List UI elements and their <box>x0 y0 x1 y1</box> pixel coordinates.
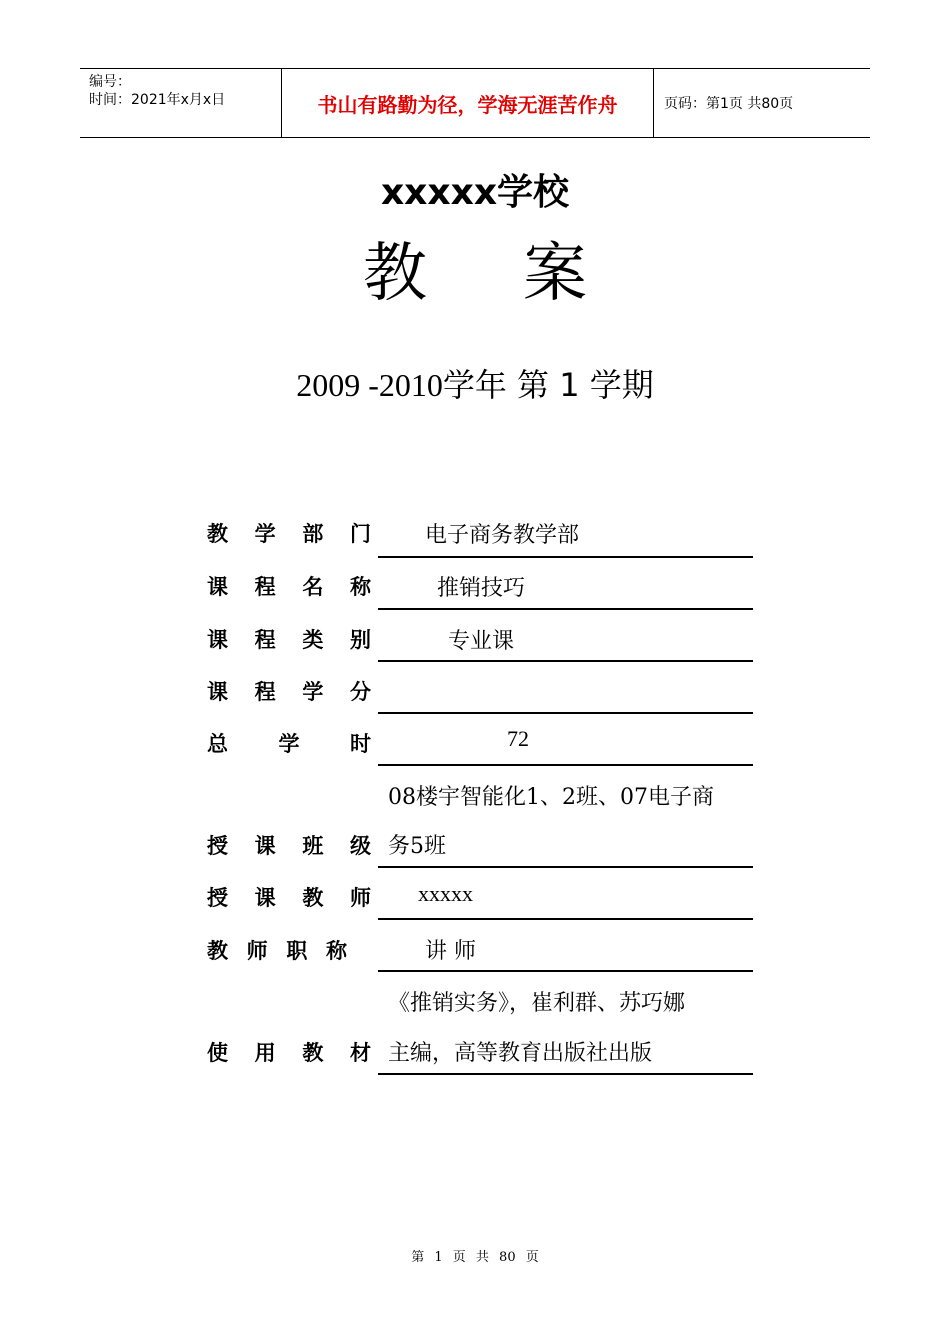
field-label-char: 教 <box>207 938 228 963</box>
field-label-department <box>207 518 371 548</box>
field-value-teacher: xxxxx <box>418 881 473 906</box>
field-label-char: 教 <box>207 521 228 546</box>
field-label-char: 部 <box>302 521 324 546</box>
field-label-char: 教 <box>302 885 324 910</box>
field-label-char: 课 <box>207 679 228 704</box>
field-label-credits <box>207 676 371 706</box>
field-underline <box>378 556 753 558</box>
field-label-char: 分 <box>349 679 371 704</box>
field-label-char: 类 <box>302 627 324 652</box>
school-name: xxxxx学校 <box>380 172 570 213</box>
field-label-teacher-title <box>207 935 347 965</box>
field-label-char: 课 <box>207 627 228 652</box>
field-underline <box>378 712 753 714</box>
field-label-teacher <box>207 882 371 912</box>
field-label-char: 师 <box>349 885 371 910</box>
document-title: 教案 <box>363 237 683 311</box>
field-label-char: 课 <box>254 833 276 858</box>
field-label-course-type <box>207 624 371 654</box>
field-label-char: 门 <box>349 521 371 546</box>
field-label-char: 时 <box>350 731 371 756</box>
header-page-info: 页码：第1页 共80页 <box>664 96 794 112</box>
date-text: 时间：2021年x月x日 <box>89 92 226 108</box>
serial-number-label: 编号： <box>89 74 131 90</box>
page-footer: 第 1 页 共 80 页 <box>411 1250 539 1265</box>
field-value-total-hours: 72 <box>507 726 529 751</box>
field-label-char: 总 <box>207 731 228 756</box>
field-label-course-name <box>207 571 371 601</box>
field-underline <box>378 660 753 662</box>
field-label-char: 程 <box>254 679 276 704</box>
field-label-char: 课 <box>207 574 228 599</box>
field-label-char: 班 <box>302 833 324 858</box>
field-value-classes-line2: 务5班 <box>388 834 446 859</box>
term-text: 学年 第 1 学期 <box>442 366 654 404</box>
field-label-char: 授 <box>207 885 228 910</box>
field-label-char: 级 <box>349 833 371 858</box>
field-label-char: 程 <box>254 574 276 599</box>
field-label-char: 师 <box>246 938 268 963</box>
field-label-char: 学 <box>278 731 300 756</box>
field-underline <box>378 866 753 868</box>
field-value-textbook-line2: 主编，高等教育出版社出版 <box>388 1041 653 1066</box>
field-label-char: 称 <box>349 574 371 599</box>
field-value-classes-line1: 08楼宇智能化1、2班、07电子商 <box>388 785 714 810</box>
field-label-char: 用 <box>254 1040 276 1065</box>
field-label-char: 材 <box>349 1040 371 1065</box>
field-value-teacher-title: 讲 师 <box>425 939 476 964</box>
field-underline <box>378 1073 753 1075</box>
field-label-char: 教 <box>302 1040 324 1065</box>
field-label-char: 课 <box>254 885 276 910</box>
field-value-course-name: 推销技巧 <box>437 576 526 601</box>
field-label-char: 职 <box>286 938 308 963</box>
field-value-course-type: 专业课 <box>448 629 515 654</box>
field-label-char: 授 <box>207 833 228 858</box>
field-label-char: 学 <box>254 521 276 546</box>
field-value-textbook-line1: 《推销实务》，崔利群、苏巧娜 <box>388 991 686 1016</box>
field-label-textbook <box>207 1037 371 1067</box>
field-underline <box>378 764 753 766</box>
field-label-char: 称 <box>325 938 347 963</box>
field-label-total-hours <box>207 728 371 758</box>
field-underline <box>378 918 753 920</box>
field-label-char: 名 <box>302 574 324 599</box>
field-underline <box>378 970 753 972</box>
field-label-char: 别 <box>349 627 371 652</box>
field-label-classes <box>207 830 371 860</box>
field-label-char: 程 <box>254 627 276 652</box>
field-label-char: 使 <box>207 1040 228 1065</box>
field-value-department: 电子商务教学部 <box>425 523 580 548</box>
header-motto: 书山有路勤为径，学海无涯苦作舟 <box>281 69 654 137</box>
field-underline <box>378 608 753 610</box>
term-years: 2009 -2010 <box>296 367 443 403</box>
field-label-char: 学 <box>302 679 324 704</box>
